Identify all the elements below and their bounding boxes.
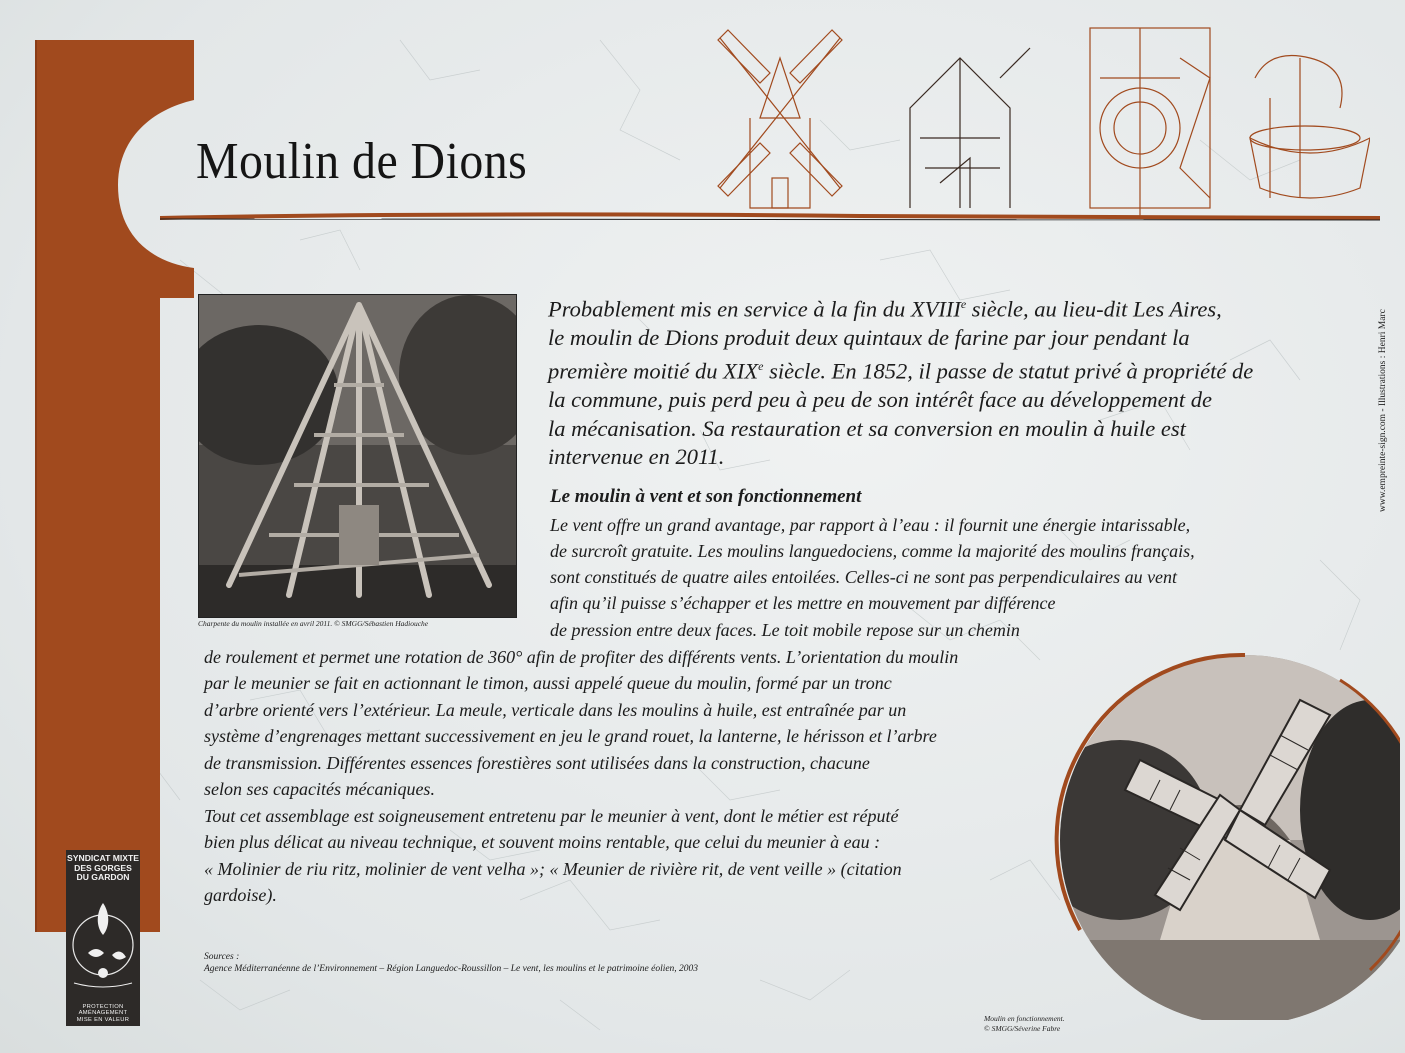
body-line: afin qu’il puisse s’échapper et les mettre en mouvement par différence [550, 593, 1056, 613]
body-line: selon ses capacités mécaniques. [204, 779, 435, 799]
body-line: de transmission. Différentes essences forestières sont utilisées dans la construction, chacune [204, 753, 870, 773]
intro-line: la commune, puis perd peu à peu de son intérêt face au développement de [548, 387, 1212, 413]
intro-line: première moitié du XIXe siècle. En 1852, il passe de statut privé à propriété de [548, 358, 1254, 384]
intro-paragraph [548, 290, 1308, 471]
illustration-credit [1378, 262, 1392, 512]
sources-block [204, 951, 698, 975]
logo-title-line: SYNDICAT MIXTE [67, 853, 139, 863]
body-line: sont constitués de quatre ailes entoilées. Celles-ci ne sont pas perpendiculaires au vent [550, 567, 1178, 587]
logo-footer-line: PROTECTION [82, 1003, 124, 1010]
body-line: Le vent offre un grand avantage, par rapport à l’eau : il fournit une énergie intarissable, [550, 515, 1191, 535]
body-line: par le meunier se fait en actionnant le timon, aussi appelé queue du moulin, formé par un tronc [204, 673, 892, 693]
windmill-sketches [710, 18, 1370, 218]
windmill-photo-caption [984, 1014, 1065, 1034]
body-line: Tout cet assemblage est soigneusement entretenu par le meunier à vent, dont le métier est réputé [204, 806, 899, 826]
intro-line: Probablement mis en service à la fin du XVIIIe siècle, au lieu-dit Les Aires, [548, 296, 1222, 322]
gear-mechanism-sketch [1090, 28, 1210, 218]
syndicat-logo [66, 850, 140, 1026]
windmill-photo-caption-line: Moulin en fonctionnement. [984, 1014, 1065, 1023]
logo-footer-line: AMÉNAGEMENT [78, 1010, 128, 1016]
sources-text: Agence Méditerranéenne de l’Environnement – Région Languedoc-Roussillon – Le vent, les moulins et le patrimoine éolien, 2003 [204, 964, 699, 974]
intro-line: intervenue en 2011. [548, 444, 725, 470]
roof-frame-photo [198, 294, 517, 618]
logo-footer [66, 1004, 140, 1024]
sources-label: Sources : [204, 952, 240, 962]
logo-footer-line: MISE EN VALEUR [76, 1016, 130, 1023]
windmill-front-sketch [718, 30, 842, 208]
body-line: d’arbre orienté vers l’extérieur. La meule, verticale dans les moulins à huile, est entraînée par un [204, 700, 907, 720]
roof-frame-caption: Charpente du moulin installée en avril 2011. © SMGG/Sébastien Hadiouche [198, 619, 429, 628]
body-line: de surcroît gratuite. Les moulins languedociens, comme la majorité des moulins français, [550, 541, 1195, 561]
oil-press-sketch [1250, 56, 1370, 199]
windmill-section-sketch [910, 48, 1030, 208]
body-line: gardoise). [204, 885, 277, 905]
body-line: bien plus délicat au niveau technique, et souvent moins rentable, que celui du meunier à eau : [204, 832, 881, 852]
logo-title [66, 850, 140, 883]
section-heading: Le moulin à vent et son fonctionnement [550, 486, 862, 507]
roof-frame-image [199, 295, 516, 617]
body-line: système d’engrenages mettant successivement en jeu le grand rouet, la lanterne, le hérisson et l’arbre [204, 726, 937, 746]
body-line: de roulement et permet une rotation de 360° afin de profiter des différents vents. L’orientation du moulin [204, 647, 959, 667]
body-line: de pression entre deux faces. Le toit mobile repose sur un chemin [550, 620, 1020, 640]
intro-line: la mécanisation. Sa restauration et sa conversion en moulin à huile est [548, 415, 1186, 441]
logo-title-line: DU GARDON [76, 872, 130, 882]
intro-line: le moulin de Dions produit deux quintaux de farine par jour pendant la [548, 324, 1190, 350]
windmill-photo-caption-line: © SMGG/Séverine Fabre [984, 1024, 1061, 1033]
logo-title-line: DES GORGES [74, 862, 132, 873]
page-title: Moulin de Dions [196, 133, 528, 190]
body-line: « Molinier de riu ritz, molinier de vent velha »; « Meunier de rivière rit, de vent veille » (citation [204, 859, 902, 879]
illustration-credit-text: www.empreinte-sign.com - Illustrations : Henri Marc [1378, 309, 1388, 512]
logo-emblem-icon [66, 883, 140, 993]
windmill-photo [1040, 640, 1400, 1020]
